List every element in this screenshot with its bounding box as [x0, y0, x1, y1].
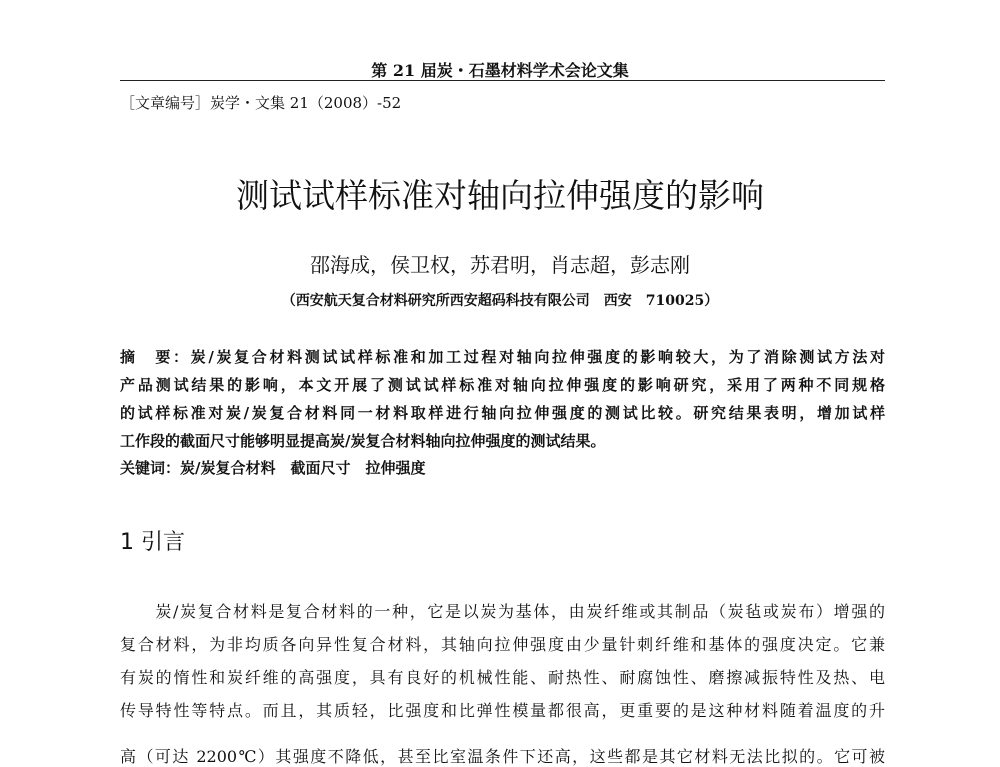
body-line: 传导特性等特点。而且，其质轻，比强度和比弹性模量都很高，更重要的是这种材料随着温度的升 [120, 701, 885, 720]
body-line: 炭/炭复合材料是复合材料的一种，它是以炭为基体，由炭纤维或其制品（炭毡或炭布）增强的 [120, 602, 885, 621]
article-number: ［文章编号］炭学・文集 21（2008）-52 [120, 94, 402, 112]
section-heading: 1 引言 [120, 530, 185, 555]
running-header: 第 21 届炭・石墨材料学术会论文集 [371, 61, 629, 80]
abstract-line: 工作段的截面尺寸能够明显提高炭/炭复合材料轴向拉伸强度的测试结果。 [120, 432, 606, 450]
abstract-line: 产品测试结果的影响，本文开展了测试试样标准对轴向拉伸强度的影响研究，采用了两种不同规格 [120, 376, 885, 394]
header-rule [120, 80, 885, 81]
authors: 邵海成，侯卫权，苏君明，肖志超，彭志刚 [310, 253, 690, 277]
body-line: 复合材料，为非均质各向异性复合材料，其轴向拉伸强度由少量针刺纤维和基体的强度决定。它兼 [120, 635, 885, 654]
body-line: 有炭的惰性和炭纤维的高强度，具有良好的机械性能、耐热性、耐腐蚀性、磨擦减振特性及热、电 [120, 668, 885, 687]
affiliation: （西安航天复合材料研究所西安超码科技有限公司 西安 710025） [281, 293, 719, 309]
body-line: 高（可达 2200℃）其强度不降低，甚至比室温条件下还高，这些都是其它材料无法比拟的。它可被 [120, 747, 885, 766]
keywords: 关键词：炭/炭复合材料 截面尺寸 拉伸强度 [120, 459, 426, 477]
abstract-line: 摘 要：炭/炭复合材料测试试样标准和加工过程对轴向拉伸强度的影响较大，为了消除测试方法对 [120, 348, 885, 366]
abstract-line: 的试样标准对炭/炭复合材料同一材料取样进行轴向拉伸强度的测试比较。研究结果表明，增加试样 [120, 404, 885, 422]
paper-title: 测试试样标准对轴向拉伸强度的影响 [236, 176, 764, 215]
